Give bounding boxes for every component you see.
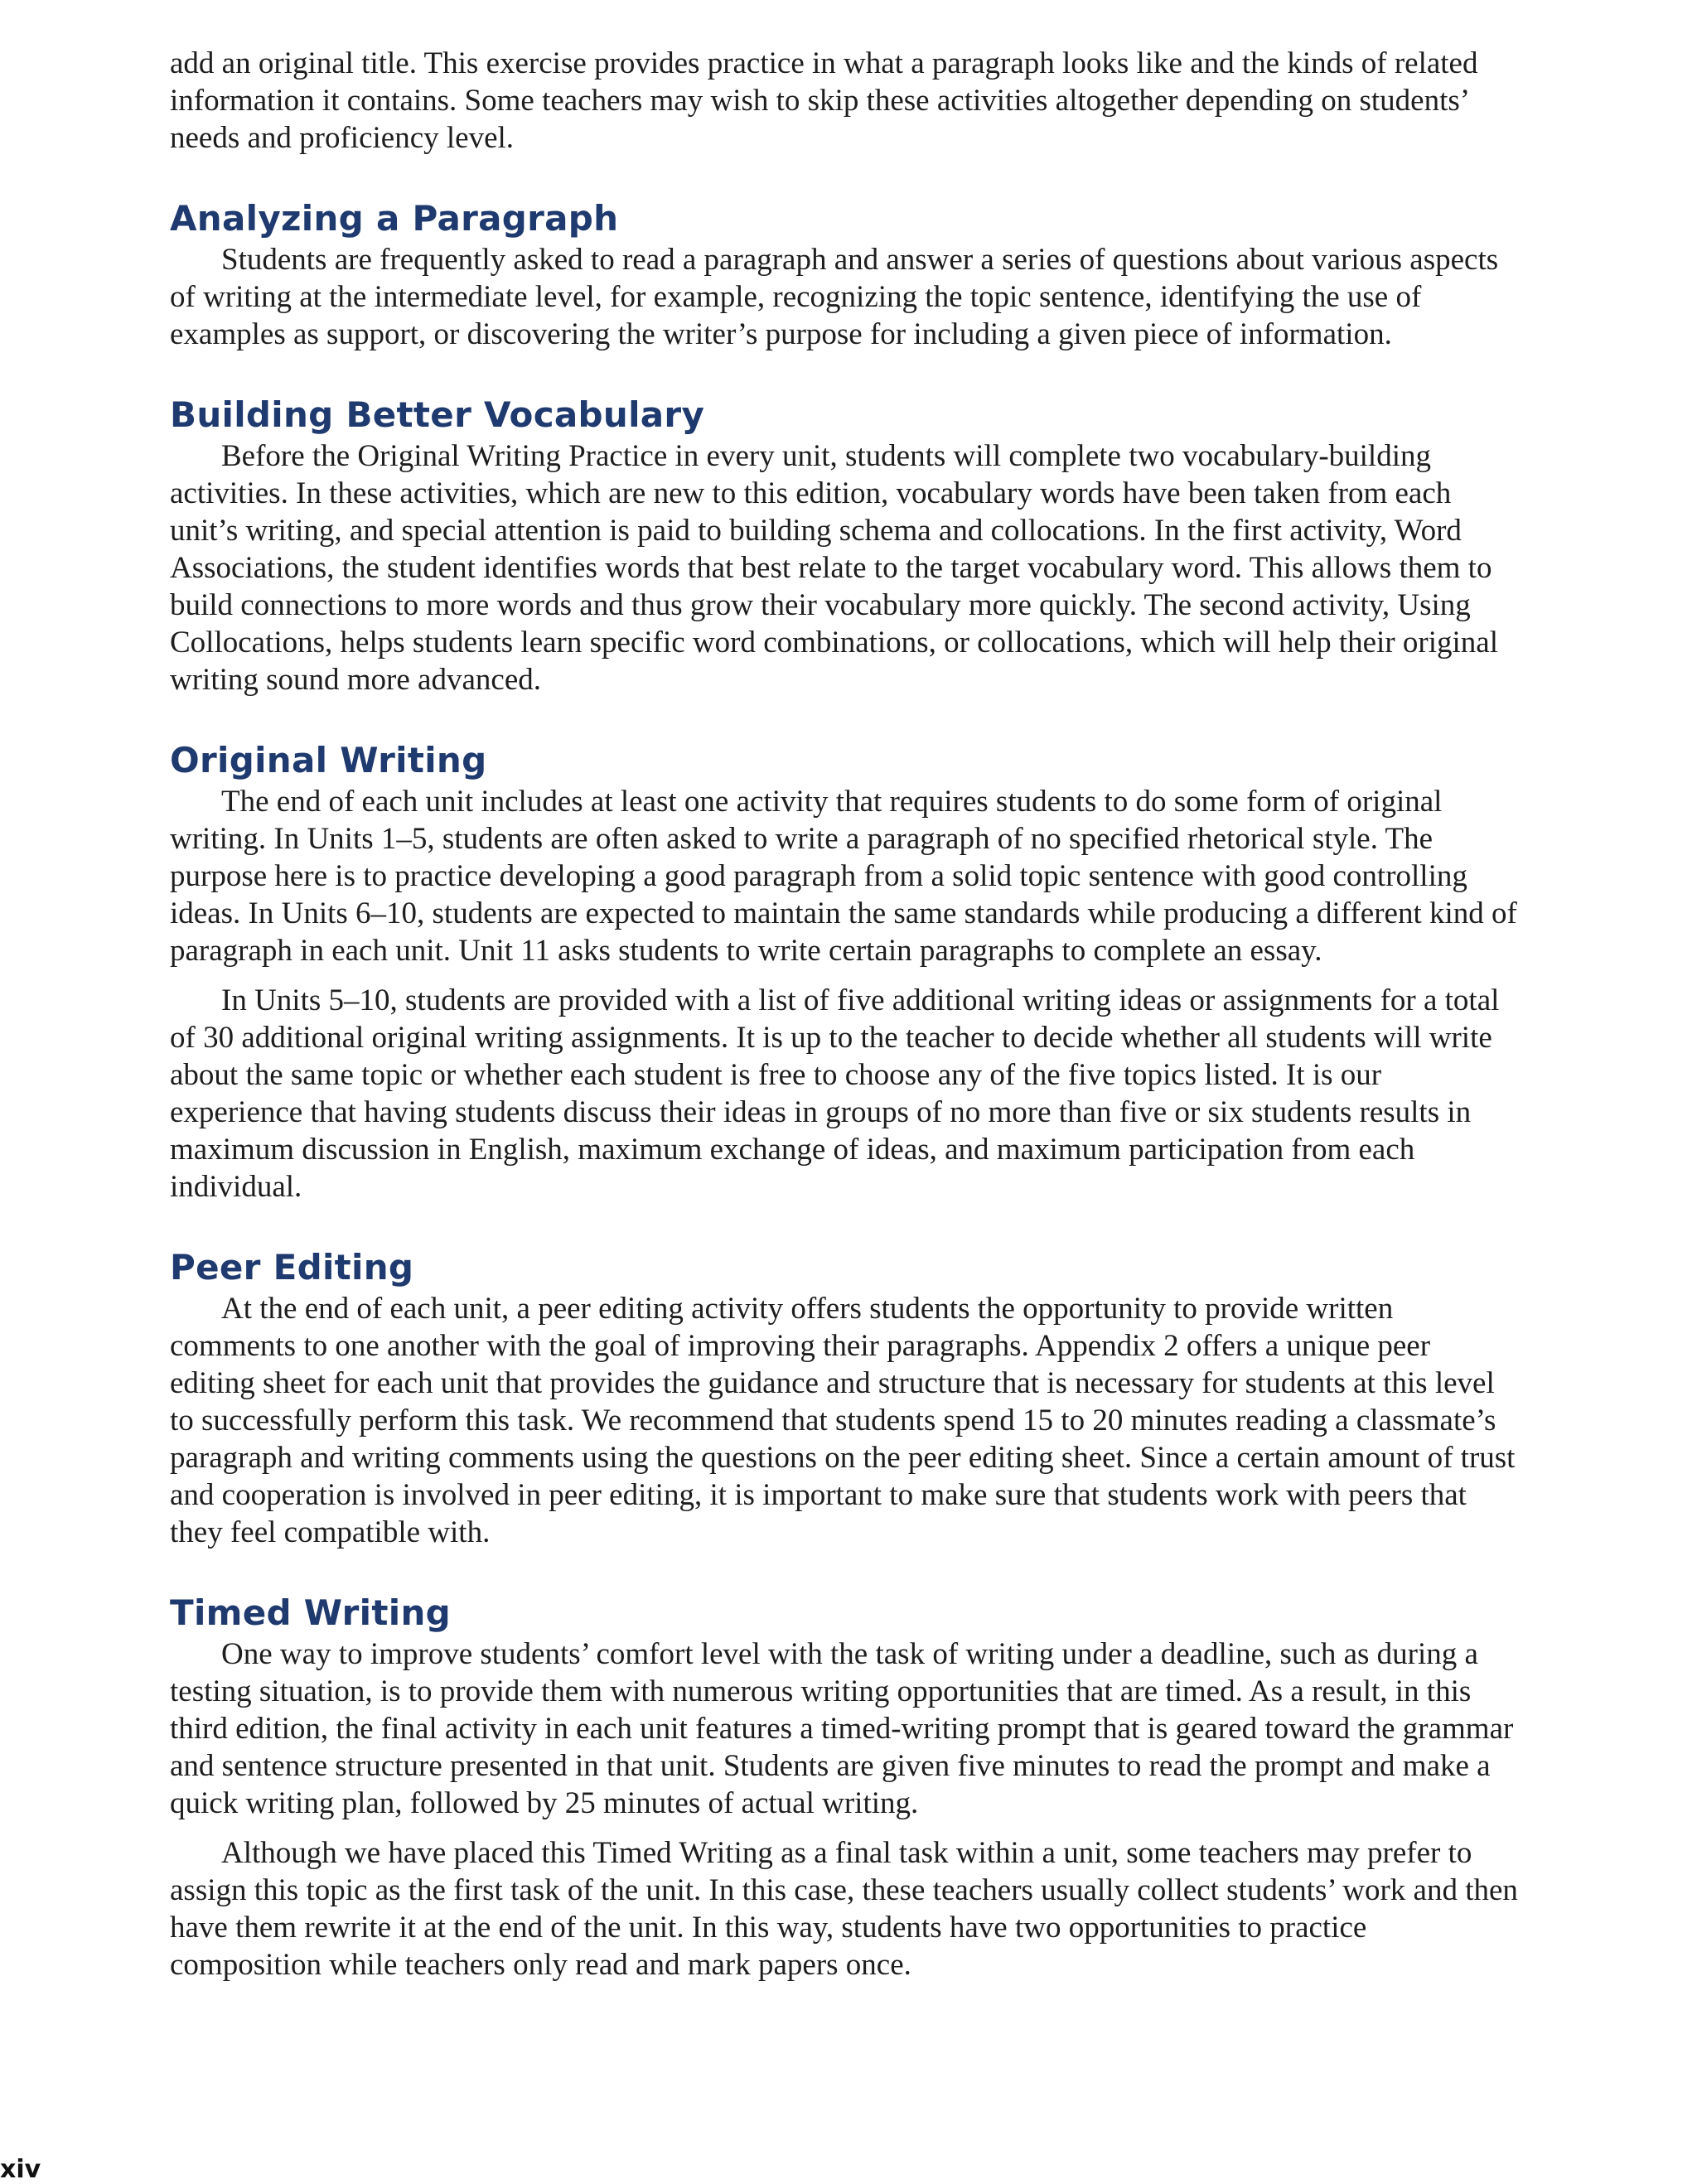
body-paragraph: At the end of each unit, a peer editing activity offers students the opportunity to provide written comments to one another with the goal of improving their paragraphs. Appendix 2 offers a unique peer editing sheet for each unit that provides the guidance and structure that is necessary for students at this level to successfully perform this task. We recommend that students spend 15 to 20 minutes reading a classmate’s paragraph and writing comments using the questions on the peer editing sheet. Since a certain amount of trust and cooperation is involved in peer editing, it is important to make sure that students work with peers that they feel compatible with. bbox=[170, 1292, 1516, 1549]
body-paragraph: Although we have placed this Timed Writing as a final task within a unit, some teachers may prefer to assign this topic as the first task of the unit. In this case, these teachers usually collect students’ work and then have them rewrite it at the end of the unit. In this way, students have two opportunities to practice composition while teachers only read and mark papers once. bbox=[170, 1836, 1518, 1982]
section-heading: Analyzing a Paragraph bbox=[170, 198, 619, 239]
intro-paragraph: add an original title. This exercise provides practice in what a paragraph looks like and the kinds of related information it contains. Some teachers may wish to skip these activities altogether depending on students’ needs and proficiency level. bbox=[170, 46, 1478, 155]
body-paragraph: The end of each unit includes at least one activity that requires students to do some form of original writing. In Units 1–5, students are often asked to write a paragraph of no specified rhetorical style. The purpose here is to practice developing a good paragraph from a solid topic sentence with good controlling ideas. In Units 6–10, students are expected to maintain the same standards while producing a different kind of paragraph in each unit. Unit 11 asks students to write certain paragraphs to complete an essay. bbox=[170, 785, 1517, 968]
section-analyzing-a-paragraph bbox=[170, 198, 1521, 353]
section-timed-writing bbox=[170, 1592, 1521, 1983]
document-page bbox=[170, 45, 1521, 1983]
body-paragraph: In Units 5–10, students are provided with a list of five additional writing ideas or assignments for a total of 30 additional original writing assignments. It is up to the teacher to decide whether all students will write about the same topic or whether each student is free to choose any of the five topics listed. It is our experience that having students discuss their ideas in groups of no more than five or six students results in maximum discussion in English, maximum exchange of ideas, and maximum participation from each individual. bbox=[170, 983, 1500, 1204]
body-paragraph: Before the Original Writing Practice in every unit, students will complete two vocabulary-building activities. In these activities, which are new to this edition, vocabulary words have been taken from each unit’s writing, and special attention is paid to building schema and collocations. In the first activity, Word Associations, the student identifies words that best relate to the target vocabulary word. This allows them to build connections to more words and thus grow their vocabulary more quickly. The second activity, Using Collocations, helps students learn specific word combinations, or collocations, which will help their original writing sound more advanced. bbox=[170, 439, 1498, 697]
section-building-better-vocabulary bbox=[170, 394, 1521, 698]
section-heading: Peer Editing bbox=[170, 1247, 414, 1288]
body-paragraph: Students are frequently asked to read a paragraph and answer a series of questions about various aspects of writing at the intermediate level, for example, recognizing the topic sentence, identifying the use of examples as support, or discovering the writer’s purpose for including a given piece of information. bbox=[170, 243, 1499, 351]
section-heading: Building Better Vocabulary bbox=[170, 394, 705, 435]
section-peer-editing bbox=[170, 1247, 1521, 1551]
section-heading: Original Writing bbox=[170, 740, 487, 780]
page-number: xiv bbox=[0, 2155, 41, 2184]
section-original-writing bbox=[170, 740, 1521, 1206]
section-heading: Timed Writing bbox=[170, 1592, 452, 1633]
body-paragraph: One way to improve students’ comfort level with the task of writing under a deadline, such as during a testing situation, is to provide them with numerous writing opportunities that are timed. As a result, in this third edition, the final activity in each unit features a timed-writing prompt that is geared toward the grammar and sentence structure presented in that unit. Students are given five minutes to read the prompt and make a quick writing plan, followed by 25 minutes of actual writing. bbox=[170, 1637, 1514, 1820]
